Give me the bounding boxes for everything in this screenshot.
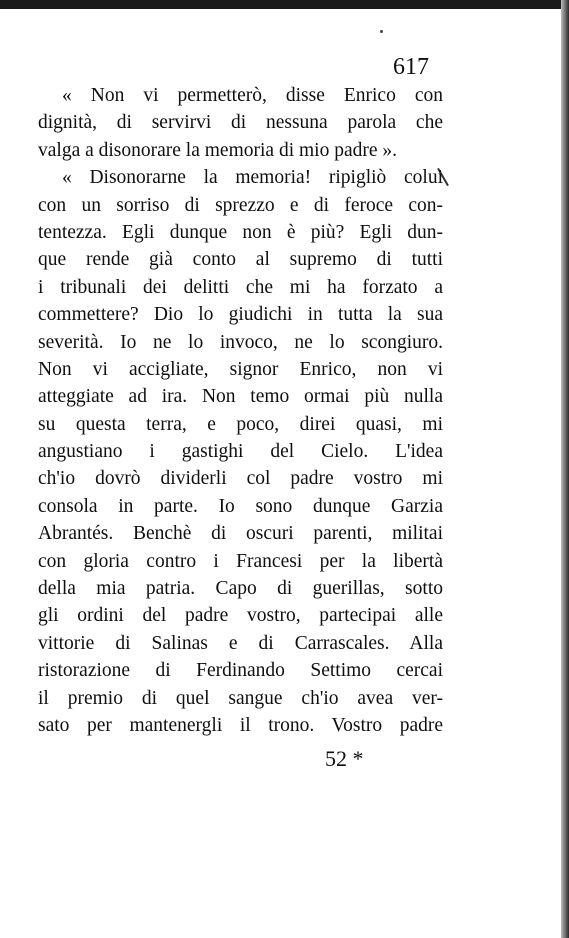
text-line: « Disonorarne la memoria! ripigliò colui [62, 167, 443, 189]
text-line: della mia patria. Capo di guerillas, sotto [38, 578, 443, 600]
text-line: ch'io dovrò dividerli col padre vostro mi [38, 468, 443, 490]
text-line: vittorie di Salinas e di Carrascales. Alla [38, 632, 443, 654]
body-text [38, 82, 443, 739]
text-line: atteggiate ad ira. Non temo ormai più nulla [38, 386, 443, 408]
text-line: tentezza. Egli dunque non è più? Egli dun- [38, 221, 443, 243]
text-line: Abrantés. Benchè di oscuri parenti, militai [38, 523, 443, 545]
page-number: 617 [393, 54, 429, 80]
text-line: dignità, di servirvi di nessuna parola che [38, 112, 443, 134]
text-line: con un sorriso di sprezzo e di feroce con- [38, 194, 443, 216]
signature-mark: 52 * [325, 746, 364, 771]
text-line: sato per mantenergli il trono. Vostro padre [38, 714, 443, 736]
text-line: il premio di quel sangue ch'io avea ver- [38, 687, 443, 709]
text-line: angustiano i gastighi del Cielo. L'idea [38, 441, 443, 463]
text-line: que rende già conto al supremo di tutti [38, 249, 443, 271]
text-line: commettere? Dio lo giudichi in tutta la sua [38, 304, 443, 326]
text-line: ristorazione di Ferdinando Settimo cercai [38, 660, 443, 682]
text-line: valga a disonorare la memoria di mio padre ». [38, 139, 397, 161]
text-line: con gloria contro i Francesi per la libertà [38, 550, 443, 572]
text-line: i tribunali dei delitti che mi ha forzato a [38, 276, 443, 298]
text-line: su questa terra, e poco, direi quasi, mi [38, 413, 443, 435]
text-line: severità. Io ne lo invoco, ne lo scongiuro. [38, 331, 443, 353]
page-edge-right [561, 0, 569, 938]
text-line: Non vi accigliate, signor Enrico, non vi [38, 358, 443, 380]
text-line: « Non vi permetterò, disse Enrico con [62, 85, 443, 106]
text-line: consola in parte. Io sono dunque Garzia [38, 495, 443, 517]
text-line: gli ordini del padre vostro, partecipai alle [38, 605, 443, 627]
book-page [38, 0, 443, 938]
